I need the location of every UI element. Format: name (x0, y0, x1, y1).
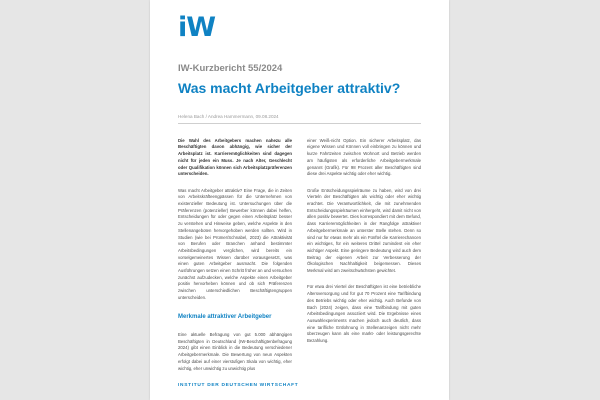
body-paragraph: Was macht Arbeitgeber attraktiv? Eine Frage, die in Zeiten von Arbeitskräfteengpässen für die Unternehmen von existenzieller Bedeutung ist. Untersuchungen über die Präferenzen (potenzieller) Bewerber können dabei helfen, Entscheidungen für oder gegen einen Arbeitsplatz besser zu verstehen und Hinweise geben, welche Aspekte in den Stellenangeboten hervorgehoben werden sollten. Wird in Studien (wie bei Prümer/Schnabel, 2023) die Attraktivität von Berufen oder Branchen anhand bestimmter Arbeitsbedingungen verglichen, wird bereits ein vorselgemeinertes Wissen darüber vorausgesetzt, was einen guten Arbeitgeber ausmacht. Die folgenden Ausführungen setzen einen Schritt früher an und versuchen zunächst aufzudecken, welche Aspekte einen Arbeitgeber positiv hervorheben können und ob sich Präferenzen zwischen unterschiedlichen Beschäftigtengruppen unterscheiden. (178, 187, 292, 300)
iw-logo: iW (178, 12, 216, 43)
body-paragraph: einer Weiß-nicht Option. Ein sicherer Arbeitsplatz, das eigene Wissen und Können voll einbringen zu können und kurze Fahrtzeiten zwischen Wohnort und Betrieb werden am häufigsten als erforderliche Arbeitgebermerkmale genannt (Grafik). Für 98 Prozent aller Beschäftigten sind diese drei Aspekte wichtig oder eher wichtig. (307, 137, 421, 177)
document-page (150, 0, 449, 400)
section-heading: Merkmale attraktiver Arbeitgeber (178, 314, 272, 321)
page-title: Was macht Arbeitgeber attraktiv? (178, 80, 401, 96)
body-paragraph: Für etwa drei Viertel der Beschäftigten ist eine betriebliche Altersversorgung und für gut 70 Prozent eine Tarifbindung des Betriebs wichtig oder eher wichtig. Auch Befunde von Bach (2024) zeigen, dass eine Tarifbindung mit guten Arbeitsbedingungen assoziiert wird. Die Ergebnisse eines Auswahlexperiments machen jedoch auch deutlich, dass eine tarifliche Entlohnung in Stellenanzeigen nicht mehr überzeugen kann als eine markt- oder leistungsgerechte Bezahlung. (307, 284, 421, 344)
body-paragraph: Große Entscheidungsspielräume zu haben, wird von drei Vierteln der Beschäftigten als wichtig oder eher wichtig erachtet. Die Verantwortlichkeit, die mit zunehmenden Entscheidungsspielräumen einhergeht, wird damit nicht von allen positiv bewertet. Dies korrespondiert mit dem Befund, dass Karrieremöglichkeiten in der Rangfolge attraktiver Arbeitgebermerkmale an unterster Stelle stehen. Denn so sind nur für etwas mehr als ein Fünftel die Karrierechancen ein wichtiges, für ein weiteres Drittel zumindest ein eher wichtiger Aspekt. Eine geringere Bedeutung wird auch dem Beitrag der eigenen Arbeit zur Verbesserung der Ökologischen Nachhaltigkeit beigemessen. Dieses Merkmal wird am zweitschwächsten gewichtet. (307, 187, 421, 274)
report-number: IW-Kurzbericht 55/2024 (178, 63, 283, 74)
right-column (307, 131, 421, 355)
left-column (178, 131, 292, 382)
footer-institute: INSTITUT DER DEUTSCHEN WIRTSCHAFT (178, 383, 299, 388)
lead-paragraph: Die Wahl des Arbeitgebers machen nahezu alle Beschäftigten davon abhängig, wie sicher der Arbeitsplatz ist. Karrieremöglichkeiten sind dagegen nicht für jeden ein Muss. Je nach Alter, Geschlecht oder Qualifikation können sich Arbeitsplatzpräferenzen unterscheiden. (178, 137, 292, 177)
divider (178, 123, 421, 124)
byline: Helena Bach / Andrea Hammermann, 09.08.2024 (178, 114, 279, 119)
body-paragraph: Eine aktuelle Befragung von gut 5.000 abhängigen Beschäftigten in Deutschland (IW-Beschäftigtenbefragung 2024) gibt einen Einblick in die Bedeutung verschiedener Arbeitgebermerkmale. Die Bewertung von neun Aspekten erfolgt dabei auf einer vierstufigen Skala von wichtig, eher wichtig, eher unwichtig zu unwichtig plus (178, 331, 292, 371)
